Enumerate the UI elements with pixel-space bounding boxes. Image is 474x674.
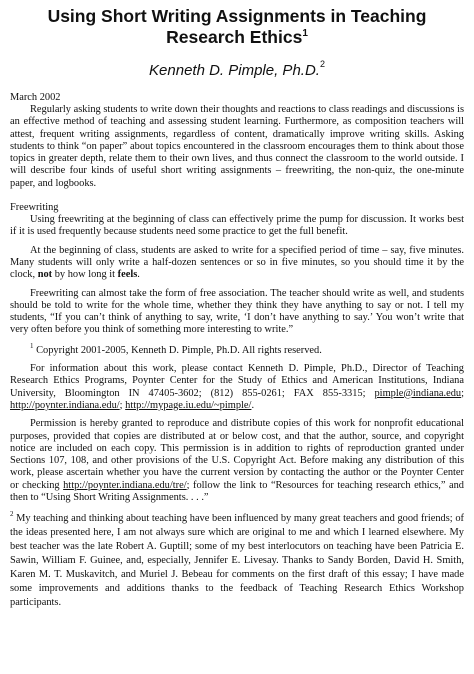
permission-text: Permission is hereby granted to reproduce and distribute copies of this work for nonprofit educational purposes, provided that copies are distributed at or below cost, and that the author, source, and copyright notice are included on each copy. This permission is in addition to rights of reproduction granted under Sections 107, 108, and other provisions of the U.S. Copyright Act. Before making any distribution of this work, please ascertain whether you have the current version by contacting the author or the Poynter Center or checking: [10, 418, 464, 491]
p2-end: .: [137, 269, 140, 281]
author-line: [10, 59, 464, 80]
contact-sep-1: ;: [461, 387, 464, 399]
p2-emphasis-feels: feels: [117, 269, 138, 281]
copyright-text: Copyright 2001-2005, Kenneth D. Pimple, Ph.D. All rights reserved.: [36, 344, 322, 356]
poynter-link[interactable]: http://poynter.indiana.edu/: [10, 399, 120, 411]
permission-end: ; follow the link to “Resources for teaching research ethics,” and then to “Using Short Writing Assignments. . . .”: [10, 479, 464, 504]
homepage-link[interactable]: http://mypage.iu.edu/~pimple/: [125, 399, 252, 411]
title-footnote-mark: 1: [302, 28, 308, 40]
p2-emphasis-not: not: [37, 269, 53, 281]
author-footnote-mark: 2: [319, 59, 325, 69]
title-line-2: Research Ethics: [166, 27, 303, 47]
footnote-1-copyright: [10, 341, 464, 357]
section-heading-freewriting: Freewriting: [10, 202, 59, 214]
intro-paragraph: Regularly asking students to write down their thoughts and reactions to class readings and discussions is an effective method of teaching and assessing student learning. Furthermore, as composition teachers will attest, frequent writing assignments, regardless of content, dramatically improve writing skills. Asking students to think “on paper” about topics encountered in the classroom encourages them to think about those topics in greater depth, relate them to their own lives, and thus connect the classroom to the world outside. I will describe four kinds of useful short writing assignments – freewriting, the non-quiz, the one-minute paper, and logbooks.: [10, 104, 464, 189]
footnote-1: [10, 341, 464, 505]
footnote-2: [10, 512, 464, 610]
freewriting-paragraph-2: [10, 245, 464, 282]
footnote-2-mark: 2: [10, 510, 14, 519]
contact-sep-2: ;: [119, 399, 126, 411]
document-title: [10, 0, 464, 48]
freewriting-paragraph-1: Using freewriting at the beginning of class can effectively prime the pump for discussion. It works best if it is used frequently because students need some practice to get the full benefit.: [10, 214, 464, 238]
footnote-2-text: My teaching and thinking about teaching have been influenced by many great teachers and good friends; of the ideas presented here, I am not always sure which are original to me and which I learned elsewhere. My best teacher was the late Robert A. Guptill; some of my best interlocutors on teaching have been Patricia E. Sawin, William F. Guinee, and, especially, Jennifer E. Livesay. Thanks to Sandy Borden, David H. Smith, Karen M. T. Muskavitch, and Muriel J. Bebeau for comments on the first draft of this essay; I have made some improvements and additions thanks to the feedback of Teaching Research Ethics Workshop participants.: [10, 513, 464, 609]
tre-link[interactable]: http://poynter.indiana.edu/tre/: [63, 479, 187, 491]
p2-mid: by how long it: [52, 269, 118, 281]
p2-start: At the beginning of class, students are asked to write for a specified period of time – say, five minutes. Many students will only write a half-dozen sentences or so in five minutes, so you should time it by the clock,: [10, 244, 464, 281]
footnote-1-contact: [10, 363, 464, 412]
contact-text: For information about this work, please contact Kenneth D. Pimple, Ph.D., Director of Teaching Research Ethics Programs, Poynter Center for the Study of Ethics and American Institutions, Indiana University, Bloomington IN 47405-3602; (812) 855-0261; FAX 855-3315;: [10, 363, 464, 399]
footnote-1-permission: [10, 418, 464, 504]
footnote-1-mark: 1: [30, 341, 34, 350]
document-date: March 2002: [10, 92, 61, 103]
title-line-1: Using Short Writing Assignments in Teaching: [47, 6, 427, 26]
contact-end: .: [251, 399, 255, 411]
email-link[interactable]: pimple@indiana.edu: [374, 387, 462, 399]
author-name: Kenneth D. Pimple, Ph.D.: [149, 62, 320, 79]
freewriting-paragraph-3: Freewriting can almost take the form of free association. The teacher should write as well, and students should be told to write for the whole time, whether they think they have anything to say or not. I tell my students, “If you can’t think of anything to say, write, ‘I don’t have anything to say.’ You won’t write that very often before you think of something more interesting to write.”: [10, 287, 464, 336]
